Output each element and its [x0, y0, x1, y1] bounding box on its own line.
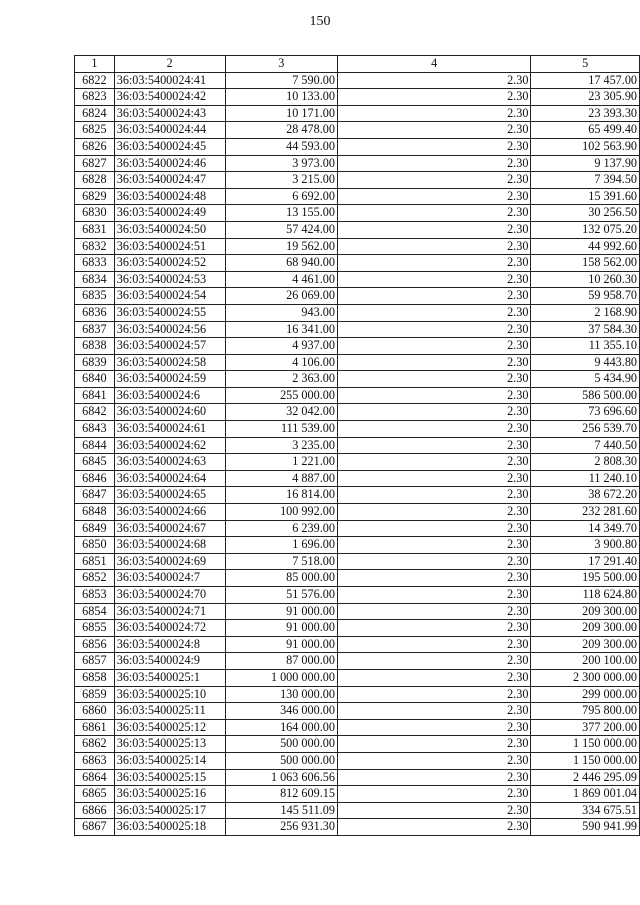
value-cell: 209 300.00	[531, 636, 640, 653]
value-cell: 1 869 001.04	[531, 786, 640, 803]
coefficient-cell: 2.30	[337, 371, 530, 388]
column-header: 1	[75, 56, 115, 73]
cadastral-number-cell: 36:03:5400024:47	[114, 172, 225, 189]
row-number-cell: 6832	[75, 238, 115, 255]
coefficient-cell: 2.30	[337, 421, 530, 438]
row-number-cell: 6845	[75, 454, 115, 471]
area-cell: 145 511.09	[225, 802, 337, 819]
row-number-cell: 6866	[75, 802, 115, 819]
table-row	[75, 122, 640, 139]
value-cell: 3 900.80	[531, 537, 640, 554]
value-cell: 195 500.00	[531, 570, 640, 587]
area-cell: 500 000.00	[225, 736, 337, 753]
area-cell: 4 887.00	[225, 470, 337, 487]
row-number-cell: 6839	[75, 354, 115, 371]
value-cell: 38 672.20	[531, 487, 640, 504]
row-number-cell: 6842	[75, 404, 115, 421]
area-cell: 13 155.00	[225, 205, 337, 222]
table-row	[75, 404, 640, 421]
coefficient-cell: 2.30	[337, 752, 530, 769]
area-cell: 130 000.00	[225, 686, 337, 703]
coefficient-cell: 2.30	[337, 786, 530, 803]
row-number-cell: 6854	[75, 603, 115, 620]
coefficient-cell: 2.30	[337, 504, 530, 521]
cadastral-number-cell: 36:03:5400025:16	[114, 786, 225, 803]
row-number-cell: 6831	[75, 221, 115, 238]
cadastral-number-cell: 36:03:5400024:63	[114, 454, 225, 471]
cadastral-number-cell: 36:03:5400024:67	[114, 520, 225, 537]
table-row	[75, 553, 640, 570]
cadastral-number-cell: 36:03:5400024:60	[114, 404, 225, 421]
cadastral-number-cell: 36:03:5400024:53	[114, 271, 225, 288]
cadastral-number-cell: 36:03:5400025:1	[114, 669, 225, 686]
table-row	[75, 105, 640, 122]
cadastral-number-cell: 36:03:5400024:45	[114, 138, 225, 155]
table-row	[75, 387, 640, 404]
table-row	[75, 620, 640, 637]
area-cell: 32 042.00	[225, 404, 337, 421]
area-cell: 16 341.00	[225, 321, 337, 338]
value-cell: 334 675.51	[531, 802, 640, 819]
table-row	[75, 421, 640, 438]
row-number-cell: 6848	[75, 504, 115, 521]
coefficient-cell: 2.30	[337, 155, 530, 172]
area-cell: 51 576.00	[225, 587, 337, 604]
table-row	[75, 338, 640, 355]
value-cell: 158 562.00	[531, 255, 640, 272]
table-row	[75, 271, 640, 288]
area-cell: 943.00	[225, 304, 337, 321]
value-cell: 2 300 000.00	[531, 669, 640, 686]
value-cell: 7 440.50	[531, 437, 640, 454]
coefficient-cell: 2.30	[337, 255, 530, 272]
value-cell: 9 137.90	[531, 155, 640, 172]
coefficient-cell: 2.30	[337, 470, 530, 487]
coefficient-cell: 2.30	[337, 454, 530, 471]
row-number-cell: 6851	[75, 553, 115, 570]
value-cell: 377 200.00	[531, 719, 640, 736]
table-row	[75, 437, 640, 454]
area-cell: 10 171.00	[225, 105, 337, 122]
row-number-cell: 6828	[75, 172, 115, 189]
cadastral-number-cell: 36:03:5400024:70	[114, 587, 225, 604]
area-cell: 1 000 000.00	[225, 669, 337, 686]
area-cell: 812 609.15	[225, 786, 337, 803]
cadastral-number-cell: 36:03:5400024:9	[114, 653, 225, 670]
cadastral-value-table	[74, 55, 640, 836]
row-number-cell: 6862	[75, 736, 115, 753]
cadastral-number-cell: 36:03:5400024:44	[114, 122, 225, 139]
cadastral-number-cell: 36:03:5400024:51	[114, 238, 225, 255]
table-row	[75, 371, 640, 388]
value-cell: 59 958.70	[531, 288, 640, 305]
value-cell: 9 443.80	[531, 354, 640, 371]
row-number-cell: 6853	[75, 587, 115, 604]
area-cell: 91 000.00	[225, 603, 337, 620]
cadastral-number-cell: 36:03:5400024:56	[114, 321, 225, 338]
row-number-cell: 6856	[75, 636, 115, 653]
area-cell: 1 221.00	[225, 454, 337, 471]
table-row	[75, 454, 640, 471]
table-row	[75, 686, 640, 703]
table-row	[75, 802, 640, 819]
area-cell: 100 992.00	[225, 504, 337, 521]
table-row	[75, 786, 640, 803]
coefficient-cell: 2.30	[337, 819, 530, 836]
row-number-cell: 6864	[75, 769, 115, 786]
coefficient-cell: 2.30	[337, 338, 530, 355]
coefficient-cell: 2.30	[337, 703, 530, 720]
table-row	[75, 354, 640, 371]
cadastral-number-cell: 36:03:5400024:50	[114, 221, 225, 238]
row-number-cell: 6861	[75, 719, 115, 736]
coefficient-cell: 2.30	[337, 603, 530, 620]
table-row	[75, 752, 640, 769]
coefficient-cell: 2.30	[337, 321, 530, 338]
table-row	[75, 321, 640, 338]
value-cell: 590 941.99	[531, 819, 640, 836]
cadastral-number-cell: 36:03:5400024:48	[114, 188, 225, 205]
row-number-cell: 6852	[75, 570, 115, 587]
value-cell: 17 457.00	[531, 72, 640, 89]
area-cell: 6 692.00	[225, 188, 337, 205]
cadastral-number-cell: 36:03:5400024:57	[114, 338, 225, 355]
table-row	[75, 504, 640, 521]
value-cell: 2 168.90	[531, 304, 640, 321]
coefficient-cell: 2.30	[337, 72, 530, 89]
cadastral-number-cell: 36:03:5400025:10	[114, 686, 225, 703]
row-number-cell: 6833	[75, 255, 115, 272]
row-number-cell: 6835	[75, 288, 115, 305]
cadastral-number-cell: 36:03:5400024:55	[114, 304, 225, 321]
cadastral-number-cell: 36:03:5400024:6	[114, 387, 225, 404]
cadastral-number-cell: 36:03:5400024:62	[114, 437, 225, 454]
area-cell: 164 000.00	[225, 719, 337, 736]
row-number-cell: 6867	[75, 819, 115, 836]
coefficient-cell: 2.30	[337, 89, 530, 106]
row-number-cell: 6823	[75, 89, 115, 106]
table-row	[75, 188, 640, 205]
row-number-cell: 6826	[75, 138, 115, 155]
cadastral-number-cell: 36:03:5400024:71	[114, 603, 225, 620]
table-row	[75, 769, 640, 786]
value-cell: 102 563.90	[531, 138, 640, 155]
value-cell: 795 800.00	[531, 703, 640, 720]
value-cell: 2 808.30	[531, 454, 640, 471]
cadastral-number-cell: 36:03:5400025:14	[114, 752, 225, 769]
row-number-cell: 6847	[75, 487, 115, 504]
coefficient-cell: 2.30	[337, 769, 530, 786]
cadastral-number-cell: 36:03:5400025:18	[114, 819, 225, 836]
coefficient-cell: 2.30	[337, 105, 530, 122]
row-number-cell: 6834	[75, 271, 115, 288]
row-number-cell: 6837	[75, 321, 115, 338]
table-row	[75, 603, 640, 620]
cadastral-number-cell: 36:03:5400024:41	[114, 72, 225, 89]
value-cell: 256 539.70	[531, 421, 640, 438]
coefficient-cell: 2.30	[337, 487, 530, 504]
coefficient-cell: 2.30	[337, 238, 530, 255]
row-number-cell: 6827	[75, 155, 115, 172]
table-row	[75, 570, 640, 587]
coefficient-cell: 2.30	[337, 387, 530, 404]
area-cell: 1 063 606.56	[225, 769, 337, 786]
row-number-cell: 6863	[75, 752, 115, 769]
value-cell: 2 446 295.09	[531, 769, 640, 786]
row-number-cell: 6846	[75, 470, 115, 487]
row-number-cell: 6836	[75, 304, 115, 321]
value-cell: 73 696.60	[531, 404, 640, 421]
value-cell: 14 349.70	[531, 520, 640, 537]
value-cell: 15 391.60	[531, 188, 640, 205]
coefficient-cell: 2.30	[337, 354, 530, 371]
value-cell: 5 434.90	[531, 371, 640, 388]
table-row	[75, 669, 640, 686]
coefficient-cell: 2.30	[337, 686, 530, 703]
coefficient-cell: 2.30	[337, 570, 530, 587]
area-cell: 255 000.00	[225, 387, 337, 404]
table-row	[75, 636, 640, 653]
table-body	[75, 72, 640, 835]
cadastral-number-cell: 36:03:5400024:64	[114, 470, 225, 487]
cadastral-number-cell: 36:03:5400024:69	[114, 553, 225, 570]
coefficient-cell: 2.30	[337, 620, 530, 637]
area-cell: 87 000.00	[225, 653, 337, 670]
area-cell: 91 000.00	[225, 620, 337, 637]
area-cell: 6 239.00	[225, 520, 337, 537]
value-cell: 37 584.30	[531, 321, 640, 338]
cadastral-number-cell: 36:03:5400024:72	[114, 620, 225, 637]
value-cell: 17 291.40	[531, 553, 640, 570]
column-header: 2	[114, 56, 225, 73]
row-number-cell: 6829	[75, 188, 115, 205]
row-number-cell: 6857	[75, 653, 115, 670]
area-cell: 16 814.00	[225, 487, 337, 504]
table-row	[75, 205, 640, 222]
value-cell: 1 150 000.00	[531, 752, 640, 769]
coefficient-cell: 2.30	[337, 205, 530, 222]
coefficient-cell: 2.30	[337, 719, 530, 736]
coefficient-cell: 2.30	[337, 669, 530, 686]
value-cell: 23 305.90	[531, 89, 640, 106]
coefficient-cell: 2.30	[337, 288, 530, 305]
cadastral-number-cell: 36:03:5400024:65	[114, 487, 225, 504]
table-header-row	[75, 56, 640, 73]
row-number-cell: 6844	[75, 437, 115, 454]
row-number-cell: 6825	[75, 122, 115, 139]
row-number-cell: 6824	[75, 105, 115, 122]
value-cell: 7 394.50	[531, 172, 640, 189]
area-cell: 7 518.00	[225, 553, 337, 570]
area-cell: 111 539.00	[225, 421, 337, 438]
cadastral-number-cell: 36:03:5400024:49	[114, 205, 225, 222]
value-cell: 11 355.10	[531, 338, 640, 355]
area-cell: 1 696.00	[225, 537, 337, 554]
area-cell: 4 937.00	[225, 338, 337, 355]
coefficient-cell: 2.30	[337, 802, 530, 819]
table-row	[75, 138, 640, 155]
table-row	[75, 736, 640, 753]
coefficient-cell: 2.30	[337, 636, 530, 653]
area-cell: 68 940.00	[225, 255, 337, 272]
column-header: 3	[225, 56, 337, 73]
table-row	[75, 172, 640, 189]
value-cell: 44 992.60	[531, 238, 640, 255]
row-number-cell: 6841	[75, 387, 115, 404]
coefficient-cell: 2.30	[337, 122, 530, 139]
area-cell: 57 424.00	[225, 221, 337, 238]
row-number-cell: 6850	[75, 537, 115, 554]
cadastral-number-cell: 36:03:5400024:46	[114, 155, 225, 172]
coefficient-cell: 2.30	[337, 736, 530, 753]
value-cell: 299 000.00	[531, 686, 640, 703]
value-cell: 10 260.30	[531, 271, 640, 288]
area-cell: 4 106.00	[225, 354, 337, 371]
table-row	[75, 288, 640, 305]
cadastral-number-cell: 36:03:5400024:66	[114, 504, 225, 521]
page-number: 150	[309, 14, 331, 29]
row-number-cell: 6843	[75, 421, 115, 438]
value-cell: 30 256.50	[531, 205, 640, 222]
cadastral-number-cell: 36:03:5400024:58	[114, 354, 225, 371]
row-number-cell: 6860	[75, 703, 115, 720]
table-row	[75, 487, 640, 504]
cadastral-number-cell: 36:03:5400025:13	[114, 736, 225, 753]
value-cell: 65 499.40	[531, 122, 640, 139]
coefficient-cell: 2.30	[337, 653, 530, 670]
table-row	[75, 653, 640, 670]
area-cell: 3 215.00	[225, 172, 337, 189]
table-row	[75, 304, 640, 321]
coefficient-cell: 2.30	[337, 304, 530, 321]
cadastral-number-cell: 36:03:5400025:15	[114, 769, 225, 786]
table-row	[75, 255, 640, 272]
table-row	[75, 819, 640, 836]
value-cell: 1 150 000.00	[531, 736, 640, 753]
cadastral-number-cell: 36:03:5400025:17	[114, 802, 225, 819]
coefficient-cell: 2.30	[337, 437, 530, 454]
coefficient-cell: 2.30	[337, 138, 530, 155]
area-cell: 4 461.00	[225, 271, 337, 288]
table-row	[75, 89, 640, 106]
area-cell: 346 000.00	[225, 703, 337, 720]
area-cell: 2 363.00	[225, 371, 337, 388]
row-number-cell: 6822	[75, 72, 115, 89]
cadastral-number-cell: 36:03:5400024:68	[114, 537, 225, 554]
cadastral-number-cell: 36:03:5400024:42	[114, 89, 225, 106]
area-cell: 19 562.00	[225, 238, 337, 255]
row-number-cell: 6838	[75, 338, 115, 355]
coefficient-cell: 2.30	[337, 271, 530, 288]
cadastral-number-cell: 36:03:5400024:54	[114, 288, 225, 305]
value-cell: 586 500.00	[531, 387, 640, 404]
coefficient-cell: 2.30	[337, 520, 530, 537]
value-cell: 209 300.00	[531, 620, 640, 637]
coefficient-cell: 2.30	[337, 188, 530, 205]
cadastral-number-cell: 36:03:5400024:61	[114, 421, 225, 438]
row-number-cell: 6840	[75, 371, 115, 388]
cadastral-number-cell: 36:03:5400025:11	[114, 703, 225, 720]
row-number-cell: 6855	[75, 620, 115, 637]
area-cell: 256 931.30	[225, 819, 337, 836]
coefficient-cell: 2.30	[337, 537, 530, 554]
value-cell: 118 624.80	[531, 587, 640, 604]
coefficient-cell: 2.30	[337, 587, 530, 604]
row-number-cell: 6858	[75, 669, 115, 686]
column-header: 5	[531, 56, 640, 73]
value-cell: 232 281.60	[531, 504, 640, 521]
value-cell: 23 393.30	[531, 105, 640, 122]
row-number-cell: 6865	[75, 786, 115, 803]
cadastral-number-cell: 36:03:5400024:43	[114, 105, 225, 122]
coefficient-cell: 2.30	[337, 404, 530, 421]
value-cell: 200 100.00	[531, 653, 640, 670]
coefficient-cell: 2.30	[337, 172, 530, 189]
table-row	[75, 537, 640, 554]
cadastral-number-cell: 36:03:5400024:59	[114, 371, 225, 388]
cadastral-number-cell: 36:03:5400024:7	[114, 570, 225, 587]
table-row	[75, 703, 640, 720]
area-cell: 10 133.00	[225, 89, 337, 106]
table-row	[75, 221, 640, 238]
table-row	[75, 72, 640, 89]
table-row	[75, 238, 640, 255]
row-number-cell: 6830	[75, 205, 115, 222]
table-row	[75, 719, 640, 736]
value-cell: 11 240.10	[531, 470, 640, 487]
area-cell: 3 235.00	[225, 437, 337, 454]
value-cell: 132 075.20	[531, 221, 640, 238]
table-row	[75, 155, 640, 172]
area-cell: 26 069.00	[225, 288, 337, 305]
row-number-cell: 6859	[75, 686, 115, 703]
area-cell: 85 000.00	[225, 570, 337, 587]
cadastral-number-cell: 36:03:5400025:12	[114, 719, 225, 736]
coefficient-cell: 2.30	[337, 553, 530, 570]
area-cell: 44 593.00	[225, 138, 337, 155]
column-header: 4	[337, 56, 530, 73]
cadastral-number-cell: 36:03:5400024:8	[114, 636, 225, 653]
table-row	[75, 587, 640, 604]
value-cell: 209 300.00	[531, 603, 640, 620]
area-cell: 7 590.00	[225, 72, 337, 89]
area-cell: 91 000.00	[225, 636, 337, 653]
area-cell: 28 478.00	[225, 122, 337, 139]
row-number-cell: 6849	[75, 520, 115, 537]
area-cell: 3 973.00	[225, 155, 337, 172]
table-row	[75, 470, 640, 487]
table-row	[75, 520, 640, 537]
coefficient-cell: 2.30	[337, 221, 530, 238]
cadastral-number-cell: 36:03:5400024:52	[114, 255, 225, 272]
area-cell: 500 000.00	[225, 752, 337, 769]
